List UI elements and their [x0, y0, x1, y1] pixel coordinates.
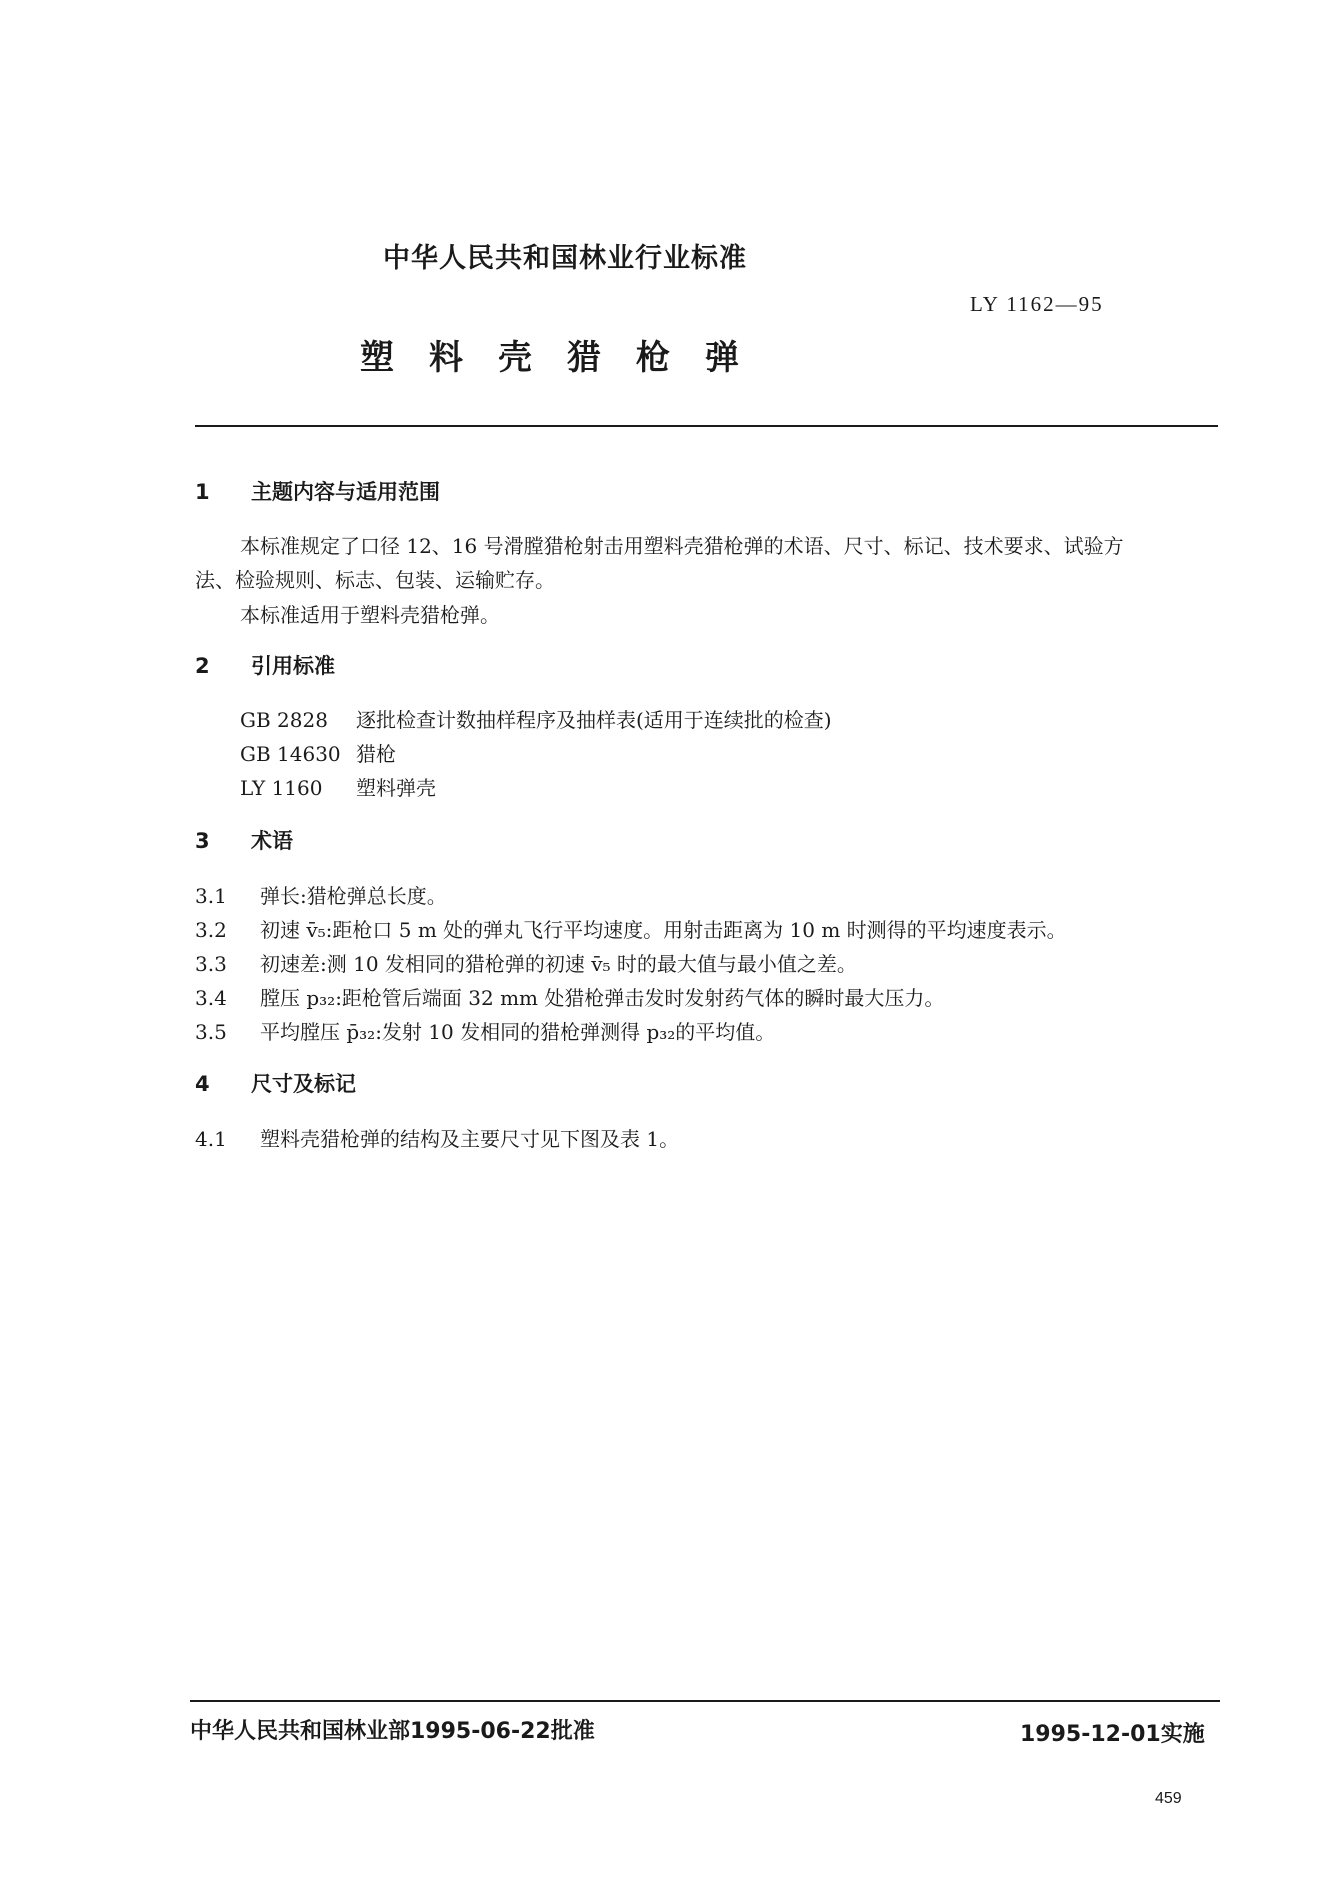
clause-item — [195, 1123, 679, 1152]
clause-number: 3.3 — [195, 952, 227, 976]
clause-number: 4.1 — [195, 1127, 227, 1151]
term-item — [195, 948, 857, 977]
reference-item — [240, 704, 832, 733]
reference-code: LY 1160 — [240, 776, 323, 800]
section-heading — [195, 650, 335, 680]
implementation-date: 1995-12-01实施 — [1020, 1722, 1205, 1747]
term-item — [195, 982, 944, 1011]
term-item — [195, 1016, 775, 1045]
paragraph-line: 法、检验规则、标志、包装、运输贮存。 — [195, 568, 555, 592]
section-number: 3 — [195, 829, 210, 853]
reference-code: GB 14630 — [240, 742, 341, 766]
section-number: 1 — [195, 480, 210, 504]
clause-text: 初速 v̄₅:距枪口 5 m 处的弹丸飞行平均速度。用射击距离为 10 m 时测得的平均速度表示。 — [260, 918, 1067, 942]
reference-item — [240, 772, 436, 801]
section-title: 主题内容与适用范围 — [251, 480, 440, 504]
issuing-organization: 中华人民共和国林业行业标准 — [383, 243, 747, 274]
clause-text: 弹长:猎枪弹总长度。 — [260, 884, 447, 908]
section-number: 4 — [195, 1072, 210, 1096]
section-title: 术语 — [251, 829, 293, 853]
paragraph-line: 本标准适用于塑料壳猎枪弹。 — [240, 603, 500, 627]
term-item — [195, 914, 1067, 943]
section-heading — [195, 1068, 356, 1098]
document-number: LY 1162—95 — [970, 292, 1104, 316]
reference-code: GB 2828 — [240, 708, 328, 732]
section-heading — [195, 476, 440, 506]
paragraph-line: 本标准规定了口径 12、16 号滑膛猎枪射击用塑料壳猎枪弹的术语、尺寸、标记、技术要求、试验方 — [240, 534, 1124, 558]
approval-line: 中华人民共和国林业部1995-06-22批准 — [190, 1719, 595, 1744]
document-title: 塑料壳猎枪弹 — [360, 338, 774, 378]
clause-text: 初速差:测 10 发相同的猎枪弹的初速 v̄₅ 时的最大值与最小值之差。 — [260, 952, 857, 976]
clause-number: 3.4 — [195, 986, 227, 1010]
reference-name: 塑料弹壳 — [356, 776, 436, 800]
header-rule — [195, 425, 1218, 427]
reference-item — [240, 738, 396, 767]
footer-rule — [190, 1700, 1220, 1702]
clause-number: 3.1 — [195, 884, 227, 908]
term-item — [195, 880, 447, 909]
clause-number: 3.2 — [195, 918, 227, 942]
reference-name: 猎枪 — [356, 742, 396, 766]
clause-text: 膛压 p₃₂:距枪管后端面 32 mm 处猎枪弹击发时发射药气体的瞬时最大压力。 — [260, 986, 945, 1010]
section-title: 尺寸及标记 — [251, 1072, 356, 1096]
section-title: 引用标准 — [251, 654, 335, 678]
page-number: 459 — [1155, 1790, 1182, 1807]
clause-text: 塑料壳猎枪弹的结构及主要尺寸见下图及表 1。 — [260, 1127, 680, 1151]
section-heading — [195, 825, 293, 855]
reference-name: 逐批检查计数抽样程序及抽样表(适用于连续批的检查) — [356, 708, 832, 732]
section-number: 2 — [195, 654, 210, 678]
clause-text: 平均膛压 p̄₃₂:发射 10 发相同的猎枪弹测得 p₃₂的平均值。 — [260, 1020, 776, 1044]
clause-number: 3.5 — [195, 1020, 227, 1044]
